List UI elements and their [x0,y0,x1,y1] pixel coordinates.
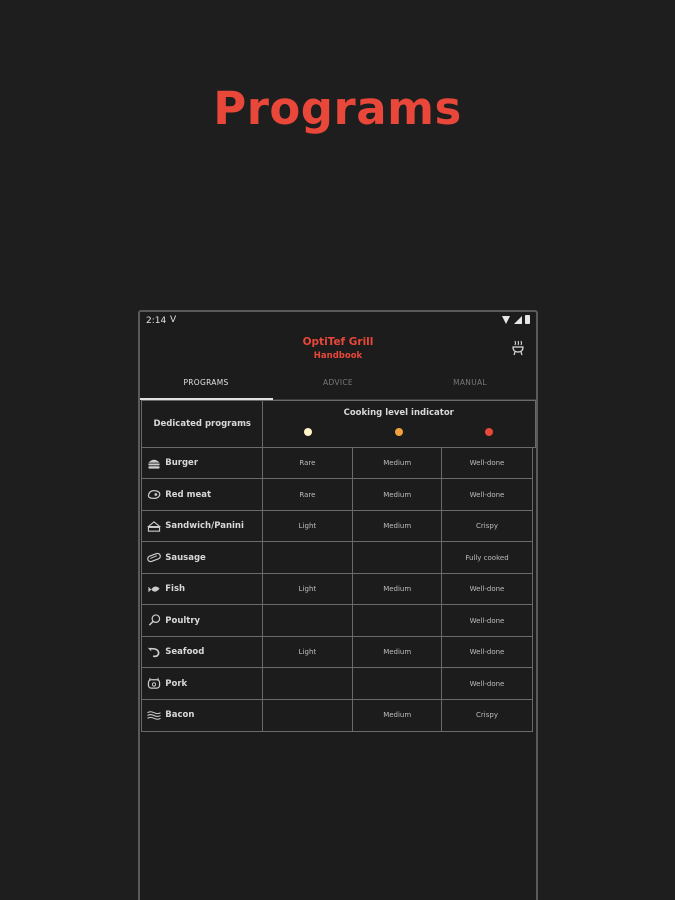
shrimp-icon [146,646,162,659]
burger-icon [146,457,162,470]
dedicated-programs-header: Dedicated programs [141,400,263,448]
level-cell [262,573,353,606]
program-name-cell[interactable] [141,510,263,543]
level-cell [352,636,443,669]
table-row[interactable] [142,637,536,669]
level-value: Medium [383,490,412,499]
battery-icon [525,315,530,324]
app-header [140,330,536,368]
cooking-level-header [262,400,536,448]
status-bar [140,312,536,330]
level-value: Crispy [476,711,498,720]
table-row[interactable] [142,668,536,700]
steak-icon [146,488,162,501]
level-cell [441,478,532,511]
table-row[interactable] [142,574,536,606]
level-value: Well-done [469,585,505,594]
program-name-cell[interactable] [141,541,263,574]
status-icons [502,315,530,324]
level-cell [441,604,532,637]
table-row[interactable] [142,511,536,543]
level-cell [262,667,353,700]
program-name: Seafood [165,647,205,658]
drumstick-icon [146,614,162,627]
level-cell [441,573,532,606]
tab-advice[interactable]: ADVICE [323,378,353,387]
level-value: Well-done [469,616,505,625]
program-name-cell[interactable] [141,699,263,732]
level-cell [262,604,353,637]
level-cell [352,604,443,637]
phone-screen [138,310,538,900]
program-name: Sausage [165,552,206,563]
bacon-icon [146,709,162,722]
level-cell [262,699,353,732]
program-name-cell[interactable] [141,447,263,480]
level-cell [441,447,532,480]
program-name: Fish [165,584,186,595]
level-cell [352,541,443,574]
level-value: Light [298,585,317,594]
fish-icon [146,583,162,596]
sandwich-icon [146,520,162,533]
app-subtitle: Handbook [313,351,363,361]
level-value: Well-done [469,679,505,688]
table-row[interactable] [142,448,536,480]
level-value: Light [298,648,317,657]
table-row[interactable] [142,542,536,574]
table-row[interactable] [142,479,536,511]
wifi-icon [502,316,511,324]
level-value: Rare [299,459,316,468]
level-dot-medium [395,428,403,436]
level-cell [352,510,443,543]
level-cell [441,541,532,574]
level-cell [352,667,443,700]
level-value: Medium [383,459,412,468]
level-cell [441,699,532,732]
level-value: Medium [383,585,412,594]
program-name-cell[interactable] [141,478,263,511]
level-cell [352,478,443,511]
level-cell [262,636,353,669]
sausage-icon [146,551,162,564]
level-cell [262,447,353,480]
level-value: Rare [299,490,316,499]
level-cell [262,541,353,574]
level-dot-light [304,428,312,436]
table-row[interactable] [142,700,536,732]
program-name-cell[interactable] [141,667,263,700]
program-name: Sandwich/Panini [165,521,244,532]
level-value: Fully cooked [465,553,509,562]
level-value: Medium [383,711,412,720]
cooking-level-title: Cooking level indicator [343,408,454,419]
program-name: Poultry [165,615,201,626]
level-cell [441,667,532,700]
level-cell [352,447,443,480]
cell-signal-icon [514,316,522,324]
program-name-cell[interactable] [141,636,263,669]
notification-icon: ⴸ [170,315,177,325]
level-value: Medium [383,648,412,657]
page-title: Programs [213,82,462,135]
app-title: OptiTef Grill [302,336,374,348]
program-name: Pork [165,678,188,689]
level-cell [441,636,532,669]
level-value: Crispy [476,522,498,531]
level-cell [441,510,532,543]
level-value: Well-done [469,648,505,657]
level-cell [352,699,443,732]
cooking-level-dots [263,428,535,436]
program-name: Red meat [165,489,212,500]
level-dot-well [485,428,493,436]
status-time: 2:14 [146,316,167,326]
level-cell [352,573,443,606]
level-cell [262,510,353,543]
pig-icon [146,677,162,690]
level-value: Light [298,522,317,531]
tab-programs[interactable]: PROGRAMS [183,378,229,387]
program-name-cell[interactable] [141,573,263,606]
level-value: Medium [383,522,412,531]
table-header-row [142,401,536,448]
tab-bar [140,368,536,400]
program-name-cell[interactable] [141,604,263,637]
level-value: Well-done [469,490,505,499]
tab-manual[interactable]: MANUAL [453,378,487,387]
table-row[interactable] [142,605,536,637]
grill-icon[interactable] [512,340,524,356]
level-cell [262,478,353,511]
programs-table [142,401,536,731]
level-value: Well-done [469,459,505,468]
program-name: Burger [165,458,199,469]
program-name: Bacon [165,710,195,721]
